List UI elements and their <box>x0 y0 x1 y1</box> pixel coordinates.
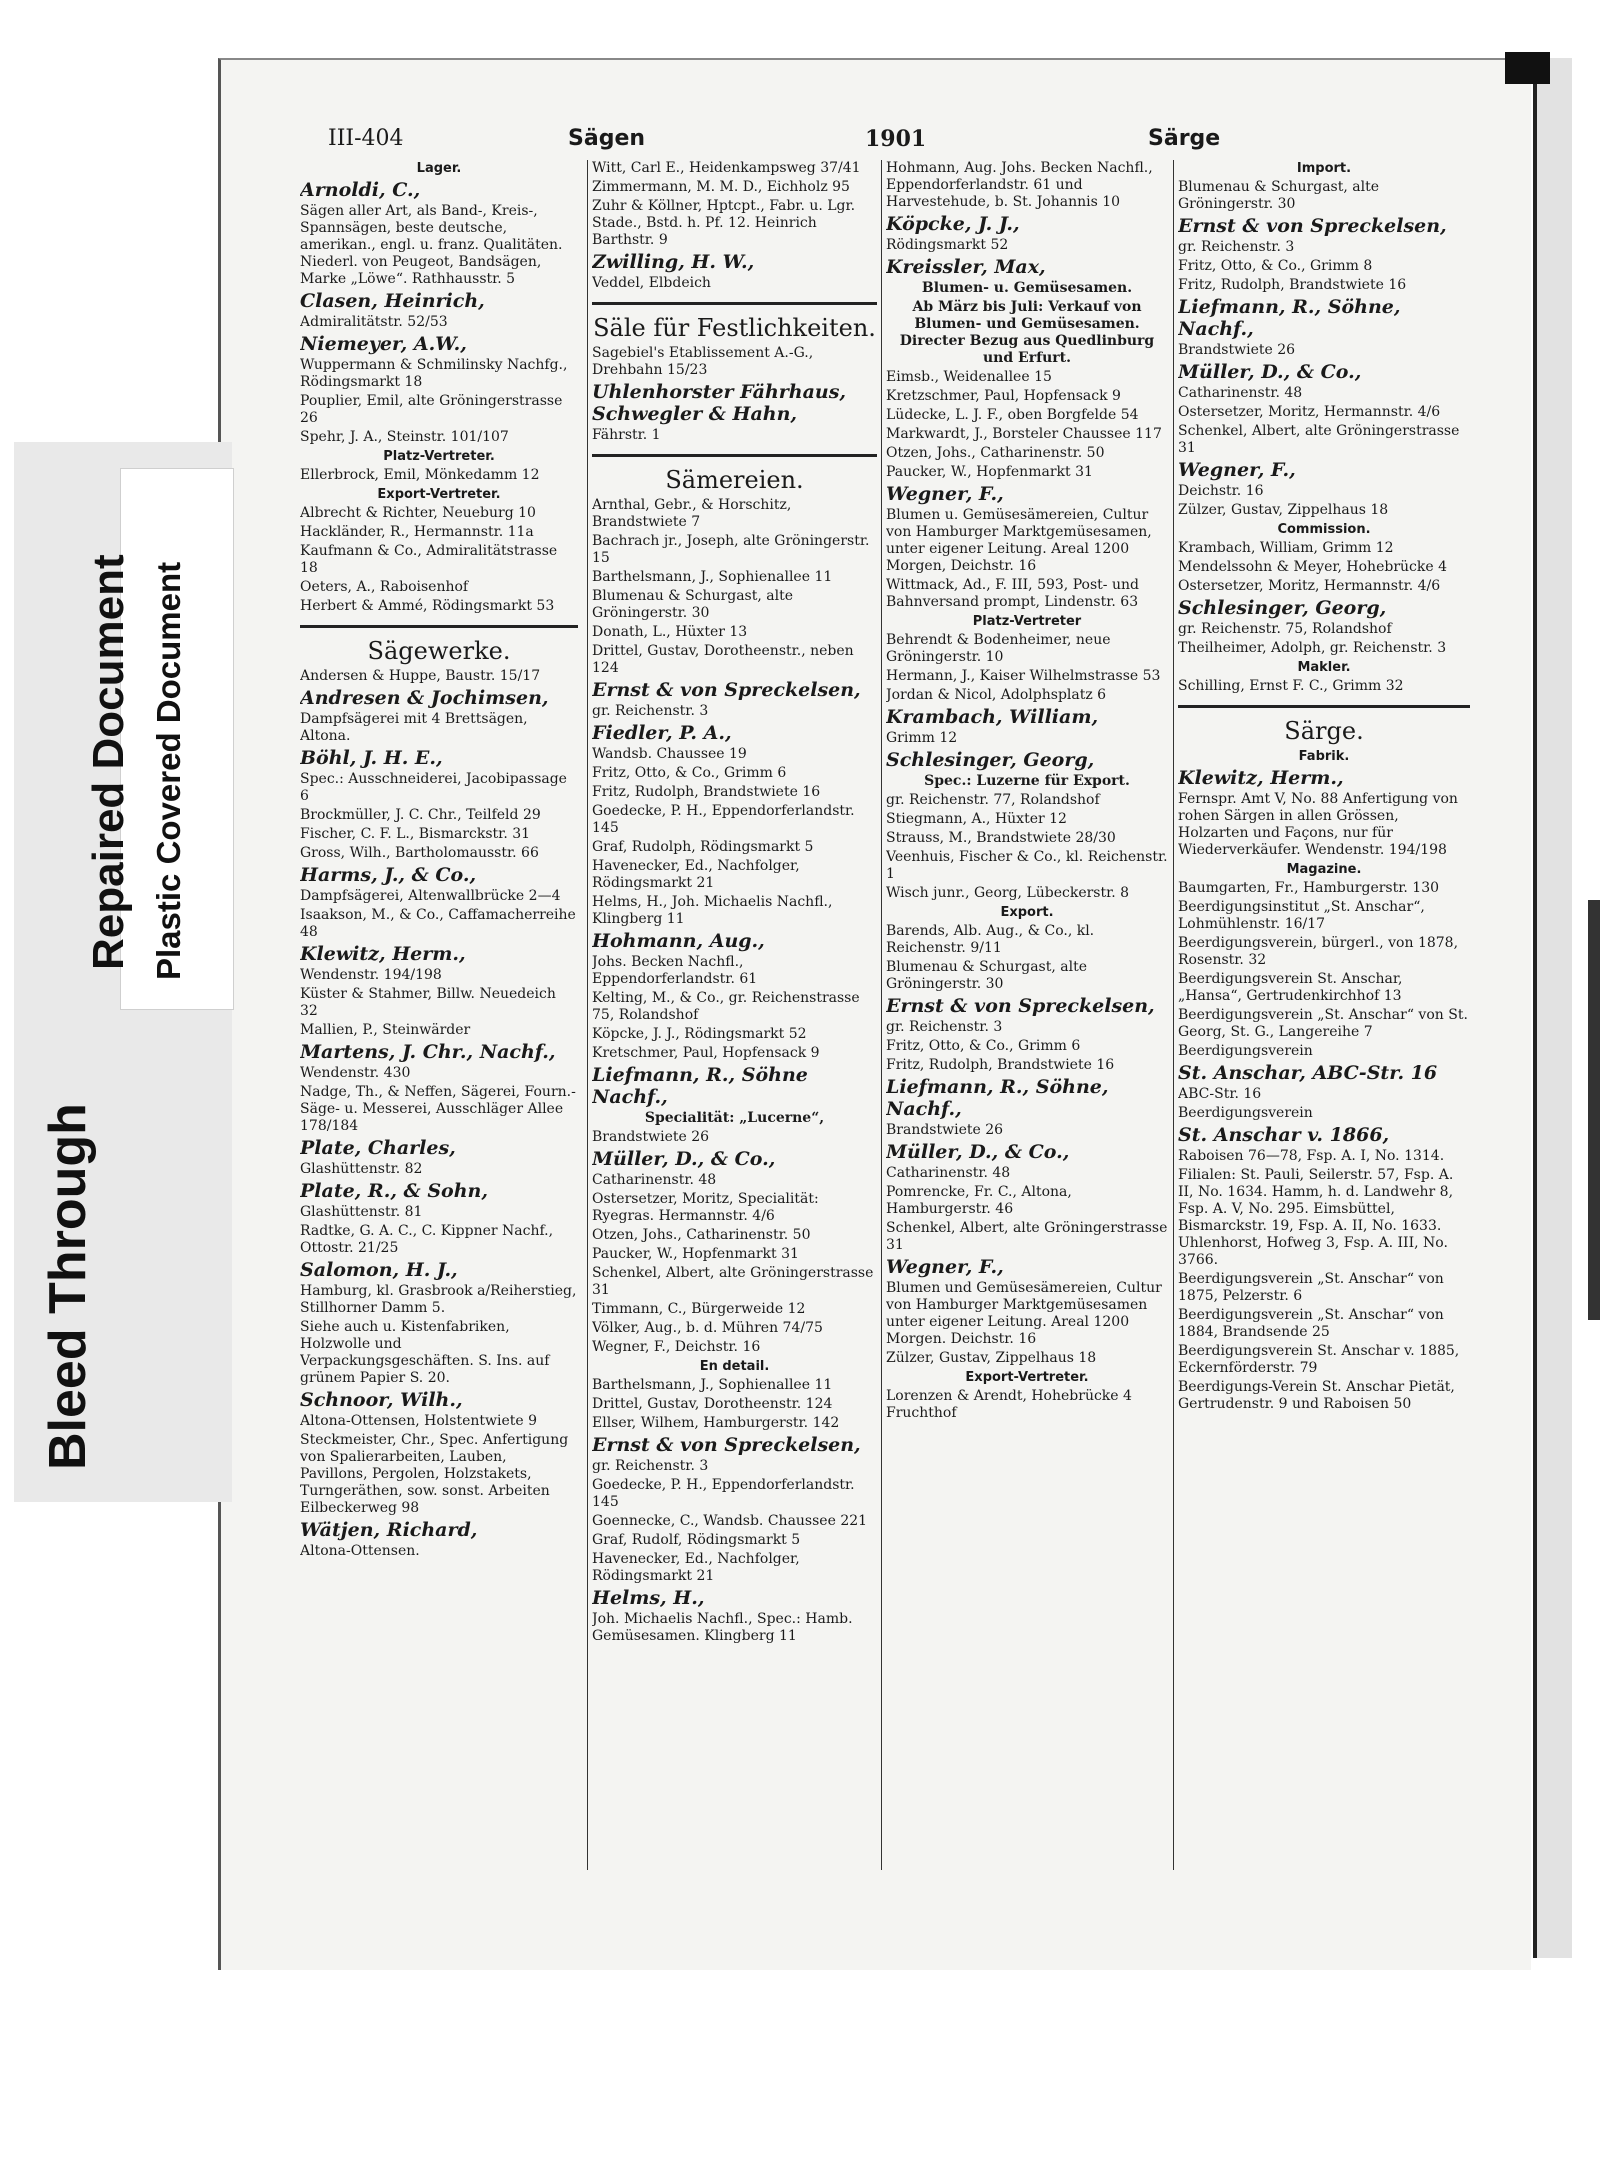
firm-name: Liefmann, R., Söhne Nachf., <box>592 1064 808 1108</box>
directory-entry: Spec.: Ausschneiderei, Jacobipassage 6 <box>300 771 567 804</box>
section-rule <box>592 302 877 305</box>
directory-entry: Hackländer, R., Hermannstr. 11a <box>300 524 534 540</box>
directory-entry: gr. Reichenstr. 3 <box>592 1458 709 1474</box>
directory-entry: Brockmüller, J. C. Chr., Teilfeld 29 <box>300 807 541 823</box>
directory-entry: Schenkel, Albert, alte Gröningerstrasse 31 <box>886 1220 1168 1253</box>
directory-entry: Dampfsägerei, Altenwallbrücke 2—4 <box>300 888 561 904</box>
firm-name: Kreissler, Max, <box>886 256 1046 278</box>
directory-entry: Blumenau & Schurgast, alte Gröningerstr. 30 <box>592 588 793 621</box>
page-edge-shadow <box>1588 900 1600 1320</box>
section-rule <box>300 625 578 628</box>
directory-entry: Schenkel, Albert, alte Gröningerstrasse 31 <box>592 1265 874 1298</box>
directory-entry: Beerdigungs-Verein St. Anschar Pietät, Gertrudenstr. 9 und Raboisen 50 <box>1178 1379 1455 1412</box>
firm-name: Schlesinger, Georg, <box>886 749 1095 771</box>
directory-entry: Blumenau & Schurgast, alte Gröningerstr. 30 <box>886 959 1087 992</box>
directory-entry: Völker, Aug., b. d. Mühren 74/75 <box>592 1320 823 1336</box>
directory-entry: Blumen und Gemüsesämereien, Cultur von Hamburger Marktgemüsesamen unter eigener Leitung. Areal 1200 Morgen. Deichstr. 16 <box>886 1280 1162 1347</box>
label-repaired-document: Repaired Document <box>84 554 133 970</box>
column-divider <box>881 160 882 1870</box>
directory-entry: Hohmann, Aug. Johs. Becken Nachfl., Eppendorferlandstr. 61 und Harvestehude, b. St. Johannis 10 <box>886 160 1153 210</box>
column-divider <box>1173 160 1174 1870</box>
directory-entry: gr. Reichenstr. 75, Rolandshof <box>1178 621 1392 637</box>
directory-entry: Fritz, Rudolph, Brandstwiete 16 <box>886 1057 1115 1073</box>
directory-entry: Nadge, Th., & Neffen, Sägerei, Fourn.-Säge- u. Messerei, Ausschläger Allee 178/184 <box>300 1084 576 1134</box>
directory-entry: Helms, H., Joh. Michaelis Nachfl., Klingberg 11 <box>592 894 833 927</box>
subsection-heading: Platz-Vertreter <box>972 614 1082 629</box>
directory-entry: Sagebiel's Etablissement A.-G., Drehbahn 15/23 <box>592 345 814 378</box>
directory-entry: Glashüttenstr. 82 <box>300 1161 423 1177</box>
firm-name: Wegner, F., <box>1178 459 1296 481</box>
directory-entry: Lüdecke, L. J. F., oben Borgfelde 54 <box>886 407 1139 423</box>
directory-entry: Wendenstr. 430 <box>300 1065 411 1081</box>
section-heading: Säle für Festlichkeiten. <box>593 314 876 342</box>
directory-entry: Spehr, J. A., Steinstr. 101/107 <box>300 429 509 445</box>
directory-entry: Ellerbrock, Emil, Mönkedamm 12 <box>300 467 540 483</box>
firm-name: Liefmann, R., Söhne, Nachf., <box>1178 296 1401 340</box>
directory-entry: gr. Reichenstr. 3 <box>1178 239 1295 255</box>
directory-entry: Fritz, Otto, & Co., Grimm 6 <box>592 765 787 781</box>
column-3 <box>886 160 1168 1920</box>
directory-entry: Barthelsmann, J., Sophienallee 11 <box>592 1377 833 1393</box>
directory-entry: Lorenzen & Arendt, Hohebrücke 4 Fruchthof <box>886 1388 1132 1421</box>
directory-entry: Paucker, W., Hopfenmarkt 31 <box>592 1246 799 1262</box>
directory-entry: Catharinenstr. 48 <box>886 1165 1011 1181</box>
directory-entry: gr. Reichenstr. 3 <box>886 1019 1003 1035</box>
directory-entry: Beerdigungsverein <box>1178 1105 1313 1121</box>
directory-entry: Goedecke, P. H., Eppendorferlandstr. 145 <box>592 803 855 836</box>
firm-name: Harms, J., & Co., <box>300 864 477 886</box>
section-rule <box>1178 705 1470 708</box>
directory-entry: Wendenstr. 194/198 <box>300 967 442 983</box>
firm-name: Plate, Charles, <box>300 1137 456 1159</box>
firm-name: Arnoldi, C., <box>300 179 421 201</box>
directory-entry: Zülzer, Gustav, Zippelhaus 18 <box>1178 502 1389 518</box>
firm-name: Hohmann, Aug., <box>592 930 765 952</box>
firm-name: Salomon, H. J., <box>300 1259 458 1281</box>
firm-name: Martens, J. Chr., Nachf., <box>300 1041 556 1063</box>
header-right-keyword: Särge <box>1148 126 1221 151</box>
firm-name: Wegner, F., <box>886 1256 1004 1278</box>
firm-name: Wegner, F., <box>886 483 1004 505</box>
directory-entry: Rödingsmarkt 52 <box>886 237 1009 253</box>
directory-entry: Ostersetzer, Moritz, Hermannstr. 4/6 <box>1178 404 1441 420</box>
directory-entry: Veddel, Elbdeich <box>592 275 711 291</box>
firm-name: Zwilling, H. W., <box>592 251 755 273</box>
directory-entry: Kelting, M., & Co., gr. Reichenstrasse 75, Rolandshof <box>592 990 860 1023</box>
directory-entry: Drittel, Gustav, Dorotheenstr. 124 <box>592 1396 833 1412</box>
subsection-heading: Import. <box>1296 161 1352 176</box>
directory-entry: Kretschmer, Paul, Hopfensack 9 <box>592 1045 820 1061</box>
firm-name: Ernst & von Spreckelsen, <box>592 679 861 701</box>
directory-entry: Fritz, Rudolph, Brandstwiete 16 <box>592 784 821 800</box>
directory-entry: Goennecke, C., Wandsb. Chaussee 221 <box>592 1513 868 1529</box>
directory-entry: Barends, Alb. Aug., & Co., kl. Reichenstr. 9/11 <box>886 923 1095 956</box>
directory-entry: Fritz, Otto, & Co., Grimm 8 <box>1178 258 1373 274</box>
directory-entry: Gross, Wilh., Bartholomausstr. 66 <box>300 845 539 861</box>
directory-entry: Havenecker, Ed., Nachfolger, Rödingsmarkt 21 <box>592 1551 800 1584</box>
directory-entry: Zimmermann, M. M. D., Eichholz 95 <box>592 179 850 195</box>
firm-name: Ernst & von Spreckelsen, <box>592 1434 861 1456</box>
emphasis-text: Spec.: Luzerne für Export. <box>924 773 1130 789</box>
directory-entry: Kretzschmer, Paul, Hopfensack 9 <box>886 388 1121 404</box>
directory-entry: Barthelsmann, J., Sophienallee 11 <box>592 569 833 585</box>
column-divider <box>587 160 588 1870</box>
directory-entry: Köpcke, J. J., Rödingsmarkt 52 <box>592 1026 807 1042</box>
firm-name: Köpcke, J. J., <box>886 213 1020 235</box>
directory-entry: Catharinenstr. 48 <box>592 1172 717 1188</box>
directory-entry: Eimsb., Weidenallee 15 <box>886 369 1052 385</box>
firm-name: St. Anschar, ABC-Str. 16 <box>1178 1062 1438 1084</box>
directory-entry: ABC-Str. 16 <box>1178 1086 1262 1102</box>
firm-name: Helms, H., <box>592 1587 705 1609</box>
directory-entry: Sägen aller Art, als Band-, Kreis-, Spannsägen, beste deutsche, amerikan., engl. u. franz. Qualitäten. Niederl. von Peugeot, Bandsägen, Marke „Löwe“. Rathhausstr. 5 <box>300 203 563 287</box>
firm-name: Fiedler, P. A., <box>592 722 732 744</box>
directory-entry: Donath, L., Hüxter 13 <box>592 624 748 640</box>
directory-entry: Wandsb. Chaussee 19 <box>592 746 747 762</box>
directory-entry: Paucker, W., Hopfenmarkt 31 <box>886 464 1093 480</box>
directory-entry: Beerdigungsverein „St. Anschar“ von St. Georg, St. G., Langereihe 7 <box>1178 1007 1468 1040</box>
directory-entry: Raboisen 76—78, Fsp. A. I, No. 1314. <box>1178 1148 1445 1164</box>
directory-entry: Markwardt, J., Borsteler Chaussee 117 <box>886 426 1162 442</box>
firm-name: Clasen, Heinrich, <box>300 290 485 312</box>
firm-name: Ernst & von Spreckelsen, <box>1178 215 1447 237</box>
firm-name: Krambach, William, <box>886 706 1099 728</box>
directory-entry: Fritz, Rudolph, Brandstwiete 16 <box>1178 277 1407 293</box>
directory-entry: Wuppermann & Schmilinsky Nachfg., Rödingsmarkt 18 <box>300 357 568 390</box>
emphasis-text: Ab März bis Juli: Verkauf von Blumen- und Gemüsesamen. Directer Bezug aus Quedlinburg und Erfurt. <box>899 299 1155 366</box>
subsection-heading: Export-Vertreter. <box>965 1370 1089 1385</box>
directory-entry: Veenhuis, Fischer & Co., kl. Reichenstr. 1 <box>886 849 1168 882</box>
directory-entry: Graf, Rudolf, Rödingsmarkt 5 <box>592 1532 801 1548</box>
section-rule <box>592 454 877 457</box>
subsection-heading: Export-Vertreter. <box>377 487 501 502</box>
adjacent-page-edge <box>1533 58 1572 1958</box>
directory-entry: Siehe auch u. Kistenfabriken, Holzwolle und Verpackungsgeschäften. S. Ins. auf grünem Papier S. 20. <box>300 1319 550 1386</box>
directory-entry: Fischer, C. F. L., Bismarckstr. 31 <box>300 826 531 842</box>
firm-name: Andresen & Jochimsen, <box>300 687 549 709</box>
directory-entry: Beerdigungsverein <box>1178 1043 1313 1059</box>
directory-entry: Beerdigungsinstitut „St. Anschar“, Lohmühlenstr. 16/17 <box>1178 899 1425 932</box>
directory-entry: Filialen: St. Pauli, Seilerstr. 57, Fsp. A. II, No. 1634. Hamm, h. d. Landwehr 8, Fsp. A. V, No. 295. Eimsbüttel, Bismarckstr. 19, Fsp. A. II, No. 1633. Uhlenhorst, Hofweg 3, Fsp. A. III, No. 3766. <box>1178 1167 1454 1268</box>
subsection-heading: Commission. <box>1277 522 1371 537</box>
subsection-heading: Platz-Vertreter. <box>383 449 495 464</box>
directory-entry: Fritz, Otto, & Co., Grimm 6 <box>886 1038 1081 1054</box>
directory-entry: Beerdigungsverein St. Anschar, „Hansa“, Gertrudenkirchhof 13 <box>1178 971 1403 1004</box>
directory-entry: Johs. Becken Nachfl., Eppendorferlandstr. 61 <box>592 954 758 987</box>
directory-entry: Zülzer, Gustav, Zippelhaus 18 <box>886 1350 1097 1366</box>
firm-name: Klewitz, Herm., <box>1178 767 1344 789</box>
section-heading: Sägewerke. <box>367 637 511 665</box>
directory-entry: Oeters, A., Raboisenhof <box>300 579 469 595</box>
directory-entry: Isaakson, M., & Co., Caffamacherreihe 48 <box>300 907 576 940</box>
directory-entry: Beerdigungsverein „St. Anschar“ von 1884, Brandsende 25 <box>1178 1307 1444 1340</box>
directory-entry: Ostersetzer, Moritz, Specialität: Ryegras. Hermannstr. 4/6 <box>592 1191 819 1224</box>
emphasis-text: Blumen- u. Gemüsesamen. <box>921 280 1133 296</box>
directory-entry: Catharinenstr. 48 <box>1178 385 1303 401</box>
directory-entry: Herbert & Ammé, Rödingsmarkt 53 <box>300 598 555 614</box>
directory-entry: Graf, Rudolph, Rödingsmarkt 5 <box>592 839 814 855</box>
directory-entry: Fernspr. Amt V, No. 88 Anfertigung von rohen Särgen in allen Grössen, Holzarten und Façons, nur für Wiederverkäufer. Wendenstr. 194/198 <box>1178 791 1458 858</box>
directory-entry: Dampfsägerei mit 4 Brettsägen, Altona. <box>300 711 528 744</box>
directory-entry: Radtke, G. A. C., C. Kippner Nachf., Ottostr. 21/25 <box>300 1223 554 1256</box>
directory-entry: Drittel, Gustav, Dorotheenstr., neben 124 <box>592 643 854 676</box>
section-heading: Särge. <box>1284 717 1364 745</box>
emphasis-text: Specialität: „Lucerne“, <box>644 1110 825 1126</box>
directory-entry: Beerdigungsverein, bürgerl., von 1878, Rosenstr. 32 <box>1178 935 1459 968</box>
directory-entry: Timmann, C., Bürgerweide 12 <box>592 1301 806 1317</box>
header-left-keyword: Sägen <box>568 126 646 151</box>
directory-entry: Mendelssohn & Meyer, Hohebrücke 4 <box>1178 559 1448 575</box>
directory-entry: Bachrach jr., Joseph, alte Gröningerstr. 15 <box>592 533 870 566</box>
directory-entry: Strauss, M., Brandstwiete 28/30 <box>886 830 1116 846</box>
directory-entry: Albrecht & Richter, Neueburg 10 <box>300 505 536 521</box>
binding-tab <box>1505 52 1550 84</box>
subsection-heading: Export. <box>1000 905 1054 920</box>
firm-name: Schnoor, Wilh., <box>300 1389 463 1411</box>
directory-entry: Witt, Carl E., Heidenkampsweg 37/41 <box>592 160 861 176</box>
firm-name: Müller, D., & Co., <box>886 1141 1070 1163</box>
directory-entry: Hermann, J., Kaiser Wilhelmstrasse 53 <box>886 668 1161 684</box>
firm-name: Böhl, J. H. E., <box>300 747 443 769</box>
directory-entry: Wegner, F., Deichstr. 16 <box>592 1339 761 1355</box>
directory-entry: Brandstwiete 26 <box>592 1129 710 1145</box>
subsection-heading: Fabrik. <box>1298 749 1350 764</box>
directory-entry: Deichstr. 16 <box>1178 483 1264 499</box>
directory-entry: Wisch junr., Georg, Lübeckerstr. 8 <box>886 885 1130 901</box>
column-4 <box>1178 160 1470 1920</box>
directory-entry: Otzen, Johs., Catharinenstr. 50 <box>592 1227 811 1243</box>
directory-entry: Goedecke, P. H., Eppendorferlandstr. 145 <box>592 1477 855 1510</box>
directory-entry: Baumgarten, Fr., Hamburgerstr. 130 <box>1178 880 1440 896</box>
firm-name: Ernst & von Spreckelsen, <box>886 995 1155 1017</box>
firm-name: Müller, D., & Co., <box>1178 361 1362 383</box>
directory-entry: Altona-Ottensen, Holstentwiete 9 <box>300 1413 538 1429</box>
label-bleed-through: Bleed Through <box>39 1103 97 1470</box>
directory-entry: Krambach, William, Grimm 12 <box>1178 540 1394 556</box>
directory-entry: Grimm 12 <box>886 730 958 746</box>
directory-entry: gr. Reichenstr. 3 <box>592 703 709 719</box>
directory-entry: Schenkel, Albert, alte Gröningerstrasse 31 <box>1178 423 1460 456</box>
directory-entry: Ostersetzer, Moritz, Hermannstr. 4/6 <box>1178 578 1441 594</box>
section-heading: Sämereien. <box>665 466 804 494</box>
firm-name: Schlesinger, Georg, <box>1178 597 1387 619</box>
subsection-heading: Magazine. <box>1286 862 1362 877</box>
directory-entry: Jordan & Nicol, Adolphsplatz 6 <box>886 687 1107 703</box>
directory-entry: Schilling, Ernst F. C., Grimm 32 <box>1178 678 1404 694</box>
column-2 <box>592 160 877 1920</box>
directory-entry: Brandstwiete 26 <box>1178 342 1296 358</box>
directory-entry: Mallien, P., Steinwärder <box>300 1022 471 1038</box>
header-year: 1901 <box>865 126 927 152</box>
directory-entry: Blumenau & Schurgast, alte Gröningerstr. 30 <box>1178 179 1379 212</box>
directory-entry: Andersen & Huppe, Baustr. 15/17 <box>300 668 541 684</box>
directory-entry: Küster & Stahmer, Billw. Neuedeich 32 <box>300 986 556 1019</box>
directory-entry: Wittmack, Ad., F. III, 593, Post- und Bahnversand prompt, Lindenstr. 63 <box>886 577 1139 610</box>
firm-name: St. Anschar v. 1866, <box>1178 1124 1390 1146</box>
directory-entry: Otzen, Johs., Catharinenstr. 50 <box>886 445 1105 461</box>
directory-entry: Kaufmann & Co., Admiralitätstrasse 18 <box>300 543 558 576</box>
directory-entry: Joh. Michaelis Nachfl., Spec.: Hamb. Gemüsesamen. Klingberg 11 <box>592 1611 853 1644</box>
firm-name: Liefmann, R., Söhne, Nachf., <box>886 1076 1109 1120</box>
directory-entry: Steckmeister, Chr., Spec. Anfertigung von Spalierarbeiten, Lauben, Pavillons, Pergolen, Holzstakets, Turngeräthen, sow. sonst. Arbeiten Eilbeckerweg 98 <box>300 1432 569 1516</box>
directory-entry: Zuhr & Köllner, Hptcpt., Fabr. u. Lgr. Stade., Bstd. h. Pf. 12. Heinrich Barthstr. 9 <box>592 198 856 248</box>
directory-entry: Behrendt & Bodenheimer, neue Gröningerstr. 10 <box>886 632 1111 665</box>
label-plastic-covered: Plastic Covered Document <box>150 561 187 980</box>
directory-entry: Beerdigungsverein St. Anschar v. 1885, Eckernförderstr. 79 <box>1178 1343 1460 1376</box>
directory-entry: gr. Reichenstr. 77, Rolandshof <box>886 792 1100 808</box>
directory-entry: Arnthal, Gebr., & Horschitz, Brandstwiete 7 <box>592 497 792 530</box>
firm-name: Plate, R., & Sohn, <box>300 1180 488 1202</box>
directory-entry: Pomrencke, Fr. C., Altona, Hamburgerstr. 46 <box>886 1184 1072 1217</box>
page-number: III-404 <box>328 126 404 151</box>
directory-entry: Fährstr. 1 <box>592 427 661 443</box>
directory-entry: Ellser, Wilhem, Hamburgerstr. 142 <box>592 1415 840 1431</box>
firm-name: Wätjen, Richard, <box>300 1519 478 1541</box>
directory-entry: Beerdigungsverein „St. Anschar“ von 1875, Pelzerstr. 6 <box>1178 1271 1444 1304</box>
directory-entry: Admiralitätstr. 52/53 <box>300 314 448 330</box>
subsection-heading: Lager. <box>416 161 462 176</box>
firm-name: Niemeyer, A.W., <box>300 333 467 355</box>
subsection-heading: En detail. <box>699 1359 770 1374</box>
directory-entry: Hamburg, kl. Grasbrook a/Reiherstieg, Stillhorner Damm 5. <box>300 1283 577 1316</box>
firm-name: Uhlenhorster Fährhaus, Schwegler & Hahn, <box>592 381 847 425</box>
directory-entry: Altona-Ottensen. <box>300 1543 420 1559</box>
column-1 <box>300 160 578 1920</box>
directory-entry: Pouplier, Emil, alte Gröningerstrasse 26 <box>300 393 563 426</box>
directory-entry: Theilheimer, Adolph, gr. Reichenstr. 3 <box>1178 640 1447 656</box>
directory-entry: Blumen u. Gemüsesämereien, Cultur von Hamburger Marktgemüsesamen, unter eigener Leitung. Areal 1200 Morgen, Deichstr. 16 <box>886 507 1152 574</box>
directory-entry: Brandstwiete 26 <box>886 1122 1004 1138</box>
directory-entry: Havenecker, Ed., Nachfolger, Rödingsmarkt 21 <box>592 858 800 891</box>
subsection-heading: Makler. <box>1297 660 1351 675</box>
firm-name: Müller, D., & Co., <box>592 1148 776 1170</box>
directory-entry: Stiegmann, A., Hüxter 12 <box>886 811 1067 827</box>
directory-entry: Glashüttenstr. 81 <box>300 1204 423 1220</box>
firm-name: Klewitz, Herm., <box>300 943 466 965</box>
